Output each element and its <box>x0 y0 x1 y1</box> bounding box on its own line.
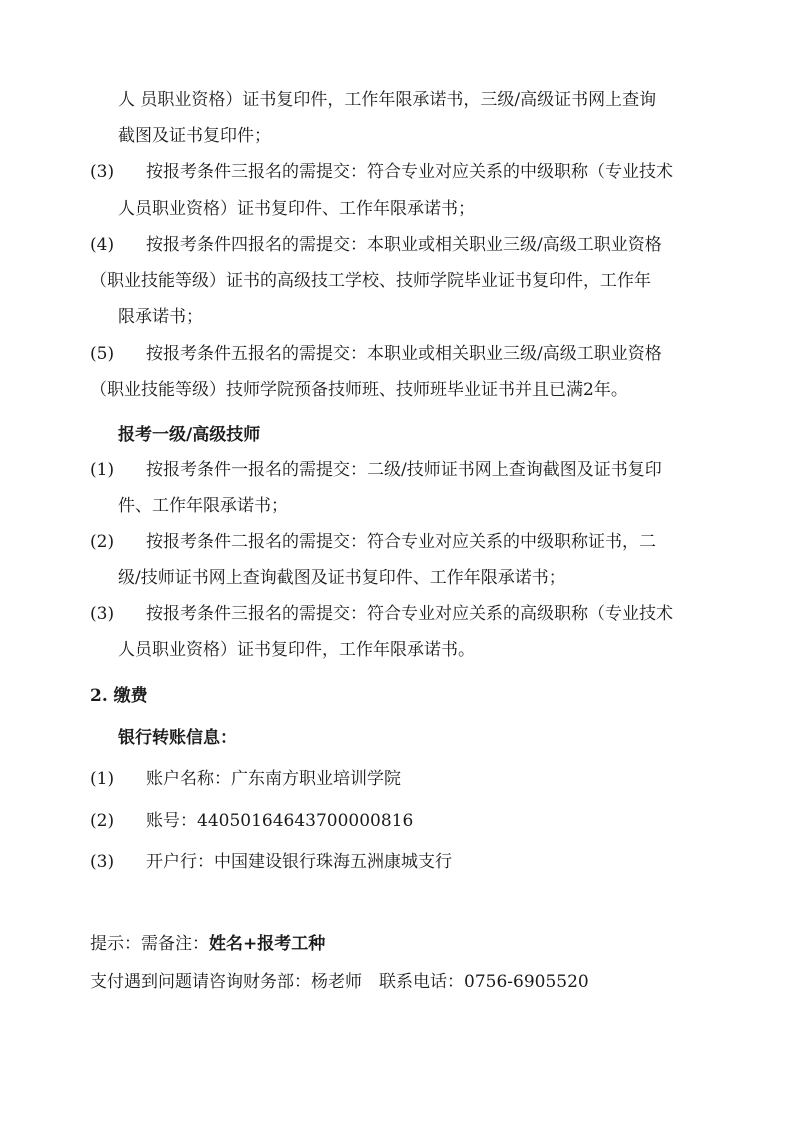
item-number: (3) <box>90 604 115 624</box>
bank-info-heading: 银行转账信息： <box>118 728 237 748</box>
tip-label: 提示：需备注： <box>90 934 209 954</box>
bank-branch: 开户行：中国建设银行珠海五洲康城支行 <box>146 852 452 872</box>
contact-line: 支付遇到问题请咨询财务部：杨老师 联系电话：0756-6905520 <box>90 972 589 992</box>
item-text: 按报考条件三报名的需提交：符合专业对应关系的中级职称（专业技术 <box>146 162 673 182</box>
item-text: 按报考条件三报名的需提交：符合专业对应关系的高级职称（专业技术 <box>146 604 673 624</box>
item-text: （职业技能等级）证书的高级技工学校、技师学院毕业证书复印件，工作年 <box>90 271 651 291</box>
section-heading-level1: 报考一级/高级技师 <box>118 425 261 445</box>
tip-line <box>90 933 325 955</box>
account-name: 账户名称：广东南方职业培训学院 <box>146 769 401 789</box>
item-number: (3) <box>90 162 115 182</box>
continuation-line-2: 截图及证书复印件； <box>118 126 271 146</box>
item-text: 级/技师证书网上查询截图及证书复印件、工作年限承诺书； <box>118 568 566 588</box>
bank-item-number: (1) <box>90 769 115 789</box>
tip-remark: 姓名+报考工种 <box>209 934 326 954</box>
item-text: 按报考条件一报名的需提交：二级/技师证书网上查询截图及证书复印 <box>146 460 662 480</box>
item-number: (1) <box>90 460 115 480</box>
account-number: 账号：44050164643700000816 <box>146 811 414 831</box>
item-text: 按报考条件五报名的需提交：本职业或相关职业三级/高级工职业资格 <box>146 344 662 364</box>
bank-item-number: (2) <box>90 811 115 831</box>
item-number: (4) <box>90 235 115 255</box>
item-text: 限承诺书； <box>118 307 203 327</box>
item-text: 按报考条件二报名的需提交：符合专业对应关系的中级职称证书，二 <box>146 532 656 552</box>
payment-heading: 2. 缴费 <box>90 686 148 706</box>
item-text: 人员职业资格）证书复印件，工作年限承诺书。 <box>118 640 475 660</box>
bank-item-number: (3) <box>90 852 115 872</box>
item-number: (2) <box>90 532 115 552</box>
item-text: （职业技能等级）技师学院预备技师班、技师班毕业证书并且已满2年。 <box>90 380 628 400</box>
item-text: 件、工作年限承诺书； <box>118 496 288 516</box>
item-text: 人员职业资格）证书复印件、工作年限承诺书； <box>118 199 475 219</box>
item-number: (5) <box>90 344 115 364</box>
continuation-line-1: 人 员职业资格）证书复印件，工作年限承诺书，三级/高级证书网上查询 <box>118 90 657 110</box>
item-text: 按报考条件四报名的需提交：本职业或相关职业三级/高级工职业资格 <box>146 235 662 255</box>
